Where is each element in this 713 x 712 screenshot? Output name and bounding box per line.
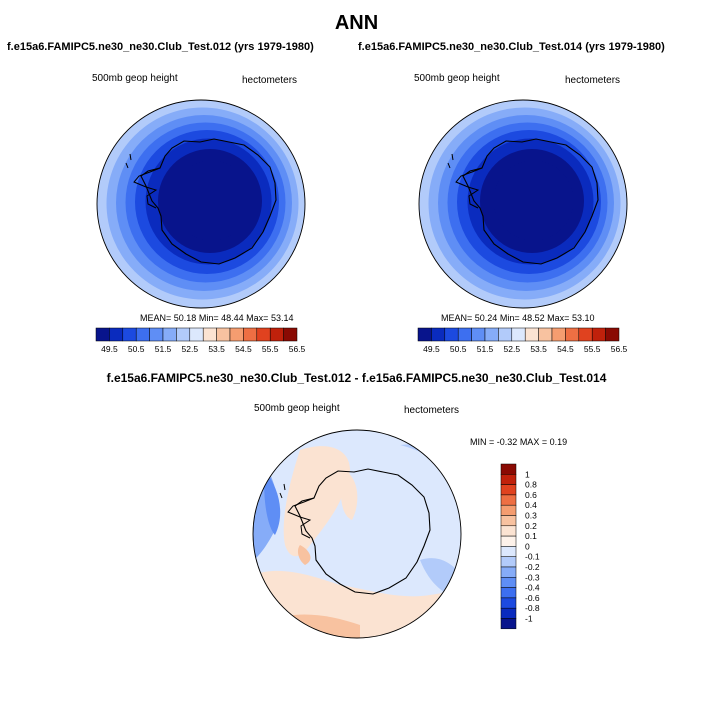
- diff-colorbar-box: [501, 516, 516, 526]
- panel2-colorbar-tick-label: 55.5: [583, 344, 601, 354]
- panel2-variable-label: 500mb geop height: [414, 73, 500, 84]
- diff-min-label: MIN =: [470, 437, 495, 447]
- diff-colorbar-tick-label: 0.8: [525, 479, 537, 490]
- panel1-mean-label: MEAN=: [140, 313, 172, 323]
- diff-colorbar-tick-label: -0.2: [525, 562, 540, 572]
- diff-colorbar-box: [501, 474, 516, 484]
- diff-colorbar-box: [501, 577, 516, 587]
- panel1-variable-label: 500mb geop height: [92, 73, 178, 84]
- diff-colorbar-box: [501, 557, 516, 567]
- diff-colorbar-box: [501, 464, 516, 474]
- diff-colorbar-tick-label: -0.6: [525, 592, 540, 603]
- panel1-min-value: 48.44: [221, 313, 244, 323]
- diff-colorbar-box: [501, 546, 516, 556]
- diff-colorbar-box: [501, 588, 516, 598]
- diff-colorbar-box: [501, 495, 516, 505]
- diff-colorbar-box: [501, 598, 516, 608]
- panel2-colorbar-tick-label: 51.5: [476, 344, 494, 354]
- diff-panel-title: f.e15a6.FAMIPC5.ne30_ne30.Club_Test.012 - f.e15a6.FAMIPC5.ne30_ne30.Club_Test.014: [106, 371, 607, 385]
- panel2-colorbar-tick-label: 52.5: [503, 344, 521, 354]
- panel1-case-title: f.e15a6.FAMIPC5.ne30_ne30.Club_Test.012 (yrs 1979-1980): [7, 41, 314, 53]
- diff-colorbar-tick-label: -0.4: [525, 582, 540, 593]
- panel2-units-label: hectometers: [565, 75, 621, 86]
- panel1-colorbar-tick-label: 52.5: [181, 344, 199, 354]
- panel1-units-label: hectometers: [242, 75, 298, 86]
- diff-colorbar-tick-label: 0.3: [525, 510, 537, 521]
- diff-max-value: 0.19: [549, 437, 568, 447]
- panel1-max-label: Max=: [246, 313, 269, 323]
- panel1-max-value: 53.14: [270, 313, 294, 323]
- panel2-max-value: 53.10: [571, 313, 595, 323]
- diff-colorbar-tick-label: 0.1: [525, 531, 537, 542]
- figure-title: ANN: [334, 12, 379, 34]
- diff-colorbar-tick-label: -0.3: [525, 572, 540, 583]
- diff-colorbar-box: [501, 505, 516, 515]
- panel1-colorbar-tick-label: 56.5: [288, 344, 306, 354]
- panel2-min-label: Min=: [499, 313, 520, 323]
- panel2-colorbar-tick-label: 50.5: [449, 344, 467, 354]
- diff-colorbar-tick-label: -1: [525, 613, 533, 624]
- panel2-max-label: Max=: [547, 313, 570, 323]
- panel1-colorbar-tick-label: 54.5: [235, 344, 252, 354]
- diff-colorbar-box: [501, 608, 516, 618]
- diff-colorbar-tick-label: 0.2: [525, 520, 537, 531]
- panel1-colorbar-tick-label: 51.5: [154, 344, 172, 354]
- panel2-min-value: 48.52: [522, 313, 545, 323]
- panel1-min-label: Min=: [198, 313, 219, 323]
- diff-colorbar-box: [501, 567, 516, 577]
- diff-variable-label: 500mb geop height: [254, 403, 340, 414]
- panel2-mean-label: MEAN=: [441, 313, 473, 323]
- diff-colorbar-tick-label: 0.6: [525, 489, 537, 500]
- panel2-colorbar-tick-label: 49.5: [423, 344, 440, 354]
- diff-colorbar-tick-label: -0.1: [525, 551, 540, 562]
- diff-colorbar-tick-label: 0: [525, 541, 530, 552]
- panel1-colorbar-tick-label: 50.5: [127, 344, 145, 354]
- panel1-mean-value: 50.18: [173, 313, 197, 323]
- panel2-colorbar-tick-label: 54.5: [557, 344, 574, 354]
- diff-max-label: MAX =: [519, 437, 548, 447]
- panel1-colorbar-tick-label: 55.5: [261, 344, 279, 354]
- diff-colorbar-box: [501, 485, 516, 495]
- diff-colorbar-tick-label: 1: [525, 469, 530, 480]
- diff-colorbar-box: [501, 619, 516, 629]
- panel2-case-title: f.e15a6.FAMIPC5.ne30_ne30.Club_Test.014 (yrs 1979-1980): [358, 41, 665, 53]
- panel1-colorbar-tick-label: 49.5: [101, 344, 118, 354]
- diff-colorbar-box: [501, 536, 516, 546]
- diff-min-value: -0.32: [496, 437, 518, 447]
- panel2-mean-value: 50.24: [474, 313, 498, 323]
- diff-colorbar-tick-label: -0.8: [525, 603, 540, 614]
- panel1-colorbar-tick-label: 53.5: [208, 344, 225, 354]
- diff-colorbar-box: [501, 526, 516, 536]
- diff-units-label: hectometers: [404, 405, 460, 416]
- panel2-colorbar-tick-label: 53.5: [530, 344, 547, 354]
- panel2-colorbar-tick-label: 56.5: [610, 344, 628, 354]
- diff-colorbar-tick-label: 0.4: [525, 500, 537, 511]
